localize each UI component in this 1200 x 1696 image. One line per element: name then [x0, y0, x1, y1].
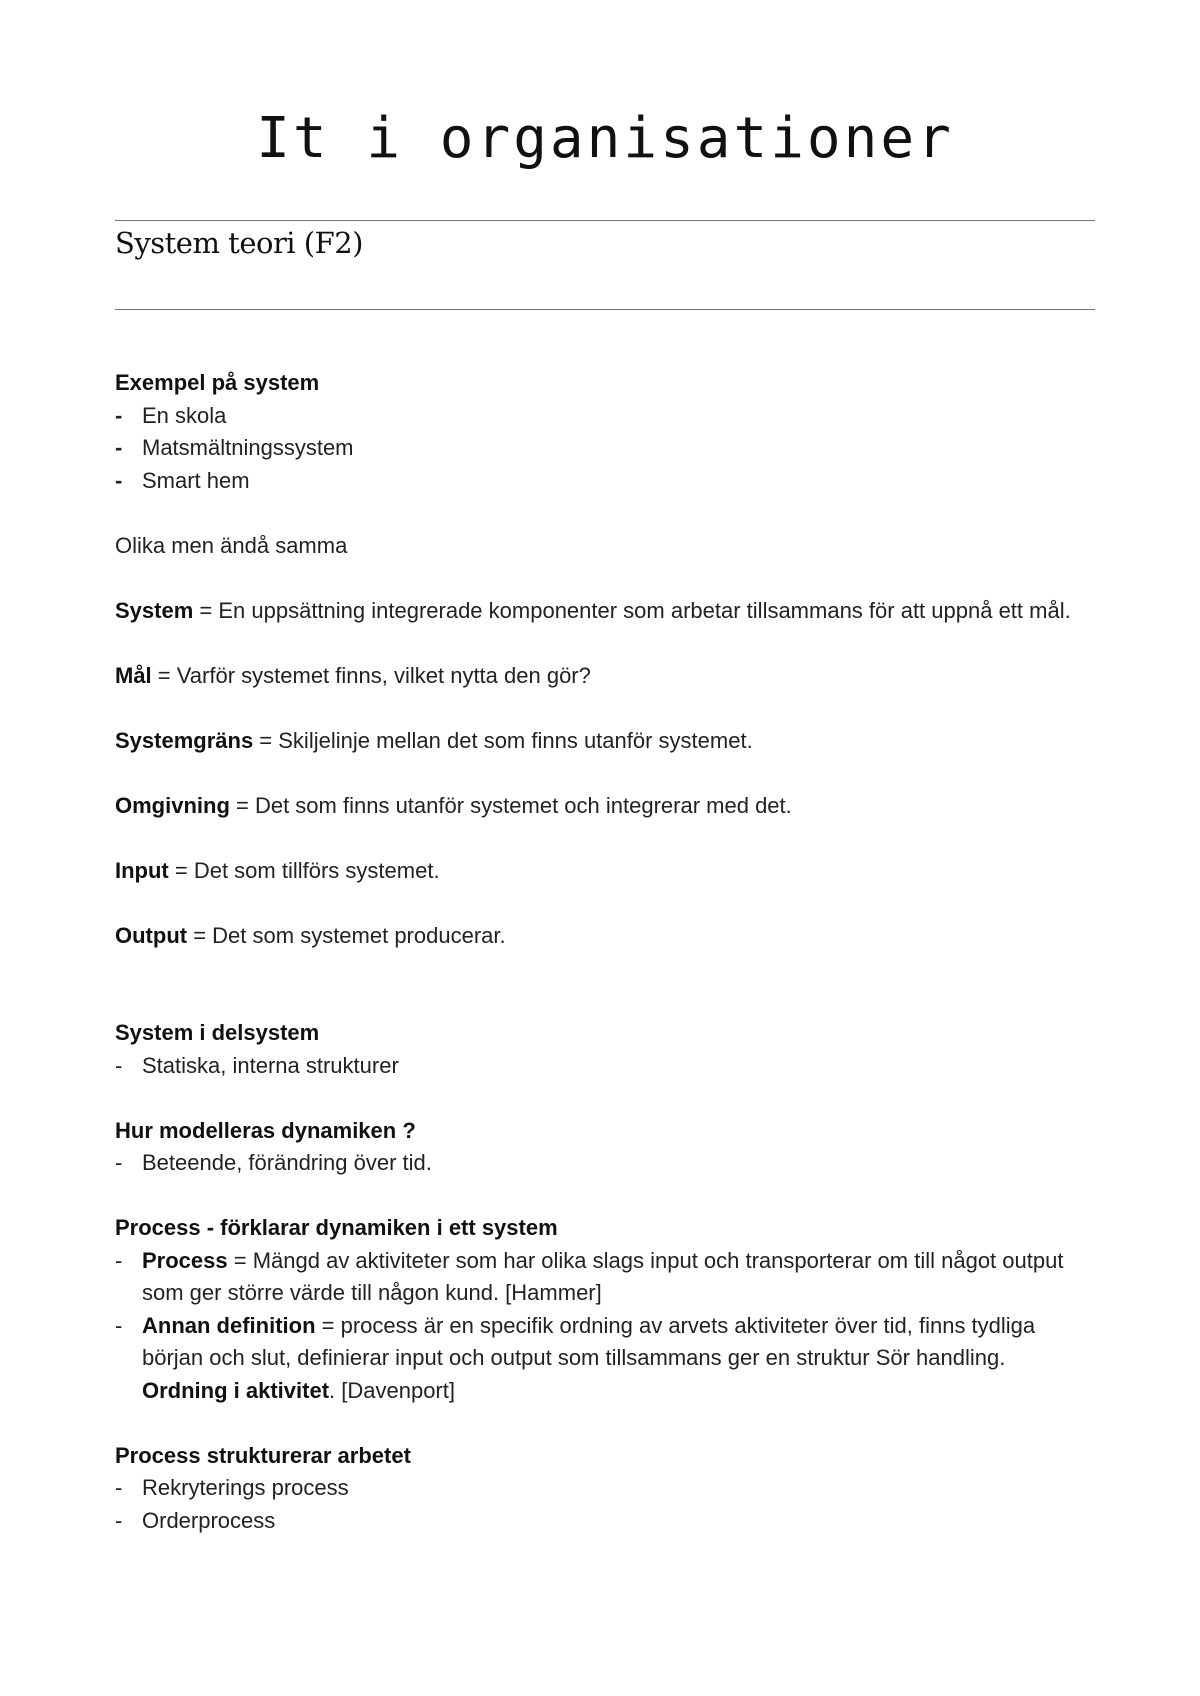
process-emphasis: Ordning i aktivitet: [142, 1377, 330, 1403]
list-item: - Statiska, interna strukturer: [115, 1050, 1095, 1083]
divider-top: [115, 220, 1095, 221]
process-suffix: . [Davenport]: [329, 1377, 455, 1403]
definition-term: Output: [115, 922, 188, 948]
divider-bottom: [115, 309, 1095, 310]
list-item: - Rekryterings process: [115, 1472, 1095, 1505]
process-list: [115, 1245, 1095, 1408]
definition-omgivning: [115, 790, 1095, 823]
definition-term: Systemgräns: [115, 727, 254, 753]
list-item: - Matsmältningssystem: [115, 432, 1095, 465]
list-item: - Smart hem: [115, 465, 1095, 498]
definition-term: Omgivning: [115, 792, 230, 818]
note-text: Olika men ändå samma: [115, 532, 348, 558]
definition-system: [115, 595, 1095, 628]
definition-output: [115, 920, 1095, 953]
document-title: It i organisationer: [256, 106, 954, 171]
definition-term: System: [115, 597, 194, 623]
subsystems-heading: System i delsystem: [115, 1020, 320, 1045]
definition-term: Input: [115, 857, 169, 883]
list-item: [115, 1310, 1095, 1408]
definition-text: = Det som tillförs systemet.: [168, 857, 440, 883]
process-heading: Process - förklarar dynamiken i ett system: [115, 1215, 558, 1240]
process-term: Annan definition: [142, 1312, 316, 1338]
list-item: [115, 1245, 1095, 1310]
examples-heading: Exempel på system: [115, 370, 320, 395]
structure-list: [115, 1472, 1095, 1537]
examples-list: [115, 400, 1095, 498]
list-item: - En skola: [115, 400, 1095, 433]
subsystems-list: [115, 1050, 1095, 1083]
definition-text: = Varför systemet finns, vilket nytta den gör?: [151, 662, 591, 688]
list-item: - Beteende, förändring över tid.: [115, 1147, 1095, 1180]
dynamics-heading: Hur modelleras dynamiken ?: [115, 1117, 416, 1143]
structure-heading: Process strukturerar arbetet: [115, 1442, 411, 1468]
section-heading: System teori (F2): [115, 226, 363, 260]
definition-text: = Skiljelinje mellan det som finns utanför systemet.: [253, 727, 753, 753]
dynamics-list: [115, 1147, 1095, 1180]
definition-text: = Det som finns utanför systemet och integrerar med det.: [229, 792, 792, 818]
process-term: Process: [142, 1247, 228, 1273]
process-text: = Mängd av aktiviteter som har olika slags input och transporterar om till något output som ger större värde till någon kund. [Hammer]: [142, 1247, 1064, 1305]
process-text: = process är en specifik ordning av arvets aktiviteter över tid, finns tydliga början och slut, definierar input och output som tillsammans ger en struktur Sör handling.: [142, 1312, 1036, 1370]
definition-term: Mål: [115, 662, 152, 688]
definition-mal: [115, 660, 1095, 693]
definition-text: = En uppsättning integrerade komponenter som arbetar tillsammans för att uppnå ett mål.: [193, 597, 1071, 623]
list-item: - Orderprocess: [115, 1505, 1095, 1538]
definition-input: [115, 855, 1095, 888]
document-body: [115, 367, 1095, 1537]
definition-systemgrans: [115, 725, 1095, 758]
definition-text: = Det som systemet producerar.: [187, 922, 506, 948]
